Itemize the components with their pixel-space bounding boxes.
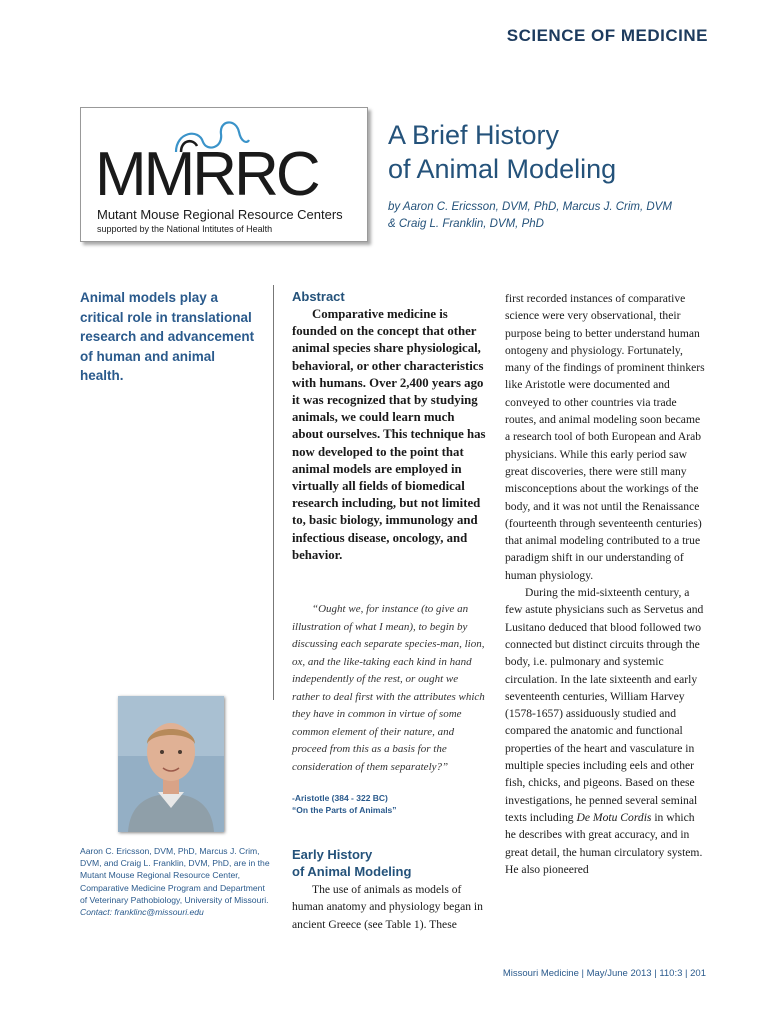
page-footer: Missouri Medicine | May/June 2013 | 110:3 | 201 xyxy=(502,968,706,979)
column-three-para1: first recorded instances of comparative science were very observational, their purpose being to better understand human ontogeny and physiology. Fortunately, many of the findings of prominent thinkers like Aristotle were documented and conveyed to other countries via trade routes, and animal modeling soon became a research tool of both European and Arab physicians. While this early period saw great discoveries, there were still many misconceptions about the workings of the body, and it was not until the Renaissance (fourteenth through seventeenth centuries) that animal modeling contributed to a true paradigm shift in our understanding of human physiology. xyxy=(505,292,705,582)
logo-name: Mutant Mouse Regional Resource Centers xyxy=(97,207,343,222)
contact-email[interactable]: Contact: franklinc@missouri.edu xyxy=(80,907,204,918)
author-photo xyxy=(118,696,224,832)
abstract-text: Comparative medicine is founded on the concept that other animal species share physiological, behavioral, or other characteristics with humans. Over 2,400 years ago it was recognized that by studying animals, we could learn much about ourselves. This technique has now developed to the point that animal models are employed in virtually all fields of biomedical research including, but not limited to, basic biology, immunology and infectious disease, oncology, and behavior. xyxy=(292,307,486,562)
article-title: A Brief History of Animal Modeling xyxy=(388,120,617,184)
column-three-para2: During the mid-sixteenth century, a few astute physicians such as Servetus and Lusitano deduced that blood followed two connected but distinct circuits through the body, i.e. pulmonary and systemic circulation. In the late sixteenth and early seventeenth centuries, William Harvey (1578-1657) assiduously studied and compared the anatomic and functional properties of the heart and vasculature in multiple species including eels and other fish, chicks, and pigeons. Based on these investigations, he penned several seminal texts including De Motu Cordis in which he describes with great accuracy, and in great detail, the human circulatory system. He also pioneered xyxy=(505,586,704,876)
logo-letters: MMRRC xyxy=(95,140,318,209)
section-label: SCIENCE OF MEDICINE xyxy=(506,26,708,45)
pullquote: Animal models play a critical role in translational research and advancement of human and animal health. xyxy=(80,290,255,383)
author-bio: Aaron C. Ericsson, DVM, PhD, Marcus J. Crim, DVM, and Craig L. Franklin, DVM, PhD, are in the Mutant Mouse Regional Resource Center, Comparative Medicine Program and Department of Veterinary Pathobiology, University of Missouri. Contact: franklinc@missouri.edu xyxy=(80,846,270,918)
logo-supported: supported by the National Intitutes of Health xyxy=(97,224,273,234)
column-three xyxy=(505,290,705,878)
mmrrc-logo xyxy=(80,107,368,242)
aristotle-quote: “Ought we, for instance (to give an illustration of what I mean), to begin by discussing each separate species-man, lion, ox, and the like-taking each kind in hand independently of the rest, or ought we rather to deal first with the attributes which they have in common in virtue of some common element of their nature, and proceed from this as a basis for the consideration of them separately?” xyxy=(292,603,485,773)
byline: by Aaron C. Ericsson, DVM, PhD, Marcus J. Crim, DVM & Craig L. Franklin, DVM, PhD xyxy=(388,201,672,230)
author-portrait-icon xyxy=(118,696,224,832)
abstract-heading: Abstract xyxy=(292,289,345,304)
quote-attribution: -Aristotle (384 - 322 BC) “On the Parts of Animals” xyxy=(292,793,397,815)
early-history-text: The use of animals as models of human anatomy and physiology began in ancient Greece (see Table 1). These xyxy=(292,883,483,931)
early-history-heading: Early History of Animal Modeling xyxy=(292,847,412,879)
column-divider xyxy=(273,285,274,700)
